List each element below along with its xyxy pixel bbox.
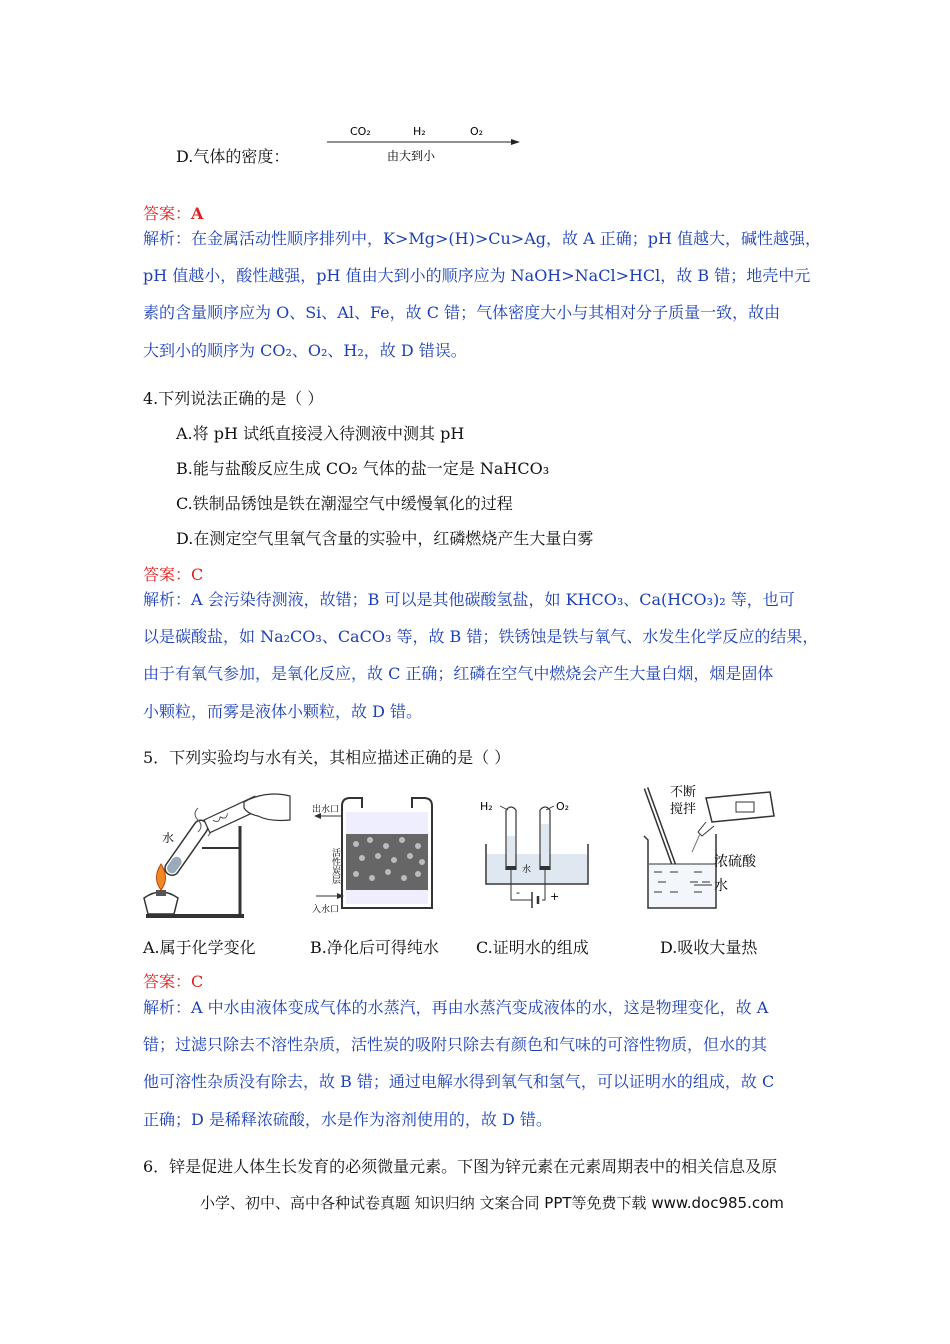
q3-analysis-line-3: 素的含量顺序应为 O、Si、Al、Fe，故 C 错；气体密度大小与其相对分子质量一致，故由 [143,303,781,322]
figure-d-stir-label-1: 不断 [670,785,697,800]
figure-b-inlet-label: 入水口 [312,905,340,915]
figure-c-water-label: 水 [522,865,532,875]
q5-caption-c: C.证明水的组成 [476,938,589,957]
q5-answer: 答案：C [143,972,204,991]
q5-caption-b: B.净化后可得纯水 [310,938,439,957]
q3-analysis-line-2: pH 值越小，酸性越强，pH 值由大到小的顺序应为 NaOH>NaCl>HCl，故 B 错；地壳中元 [143,266,811,285]
figure-c-o2-label: O₂ [556,800,570,813]
q4-option-c: C.铁制品锈蚀是铁在潮湿空气中缓慢氧化的过程 [176,494,513,513]
figure-b-outlet-label: 出水口 [312,805,340,815]
figure-d-stir-label-2: 搅拌 [670,802,697,817]
q5-analysis-line-1: 解析：A 中水由液体变成气体的水蒸汽，再由水蒸汽变成液体的水，这是物理变化，故 A [143,998,769,1017]
figure-d-acid-label: 浓硫酸 [714,854,756,870]
figure-b-purifier [312,796,440,916]
q4-option-b: B.能与盐酸反应生成 CO₂ 气体的盐一定是 NaHCO₃ [176,459,550,478]
diagram-item-o2: O₂ [470,125,484,138]
q5-caption-d: D.吸收大量热 [660,938,758,957]
q3-option-d-label: D.气体的密度： [176,147,290,166]
figure-d-dilution [636,782,786,916]
q3-answer: 答案：A [143,204,204,223]
figure-a-evaporation [140,786,292,922]
figure-a-water-label: 水 [162,831,175,845]
diagram-caption: 由大到小 [387,149,436,163]
figure-d-water-label: 水 [714,878,728,894]
page-footer: 小学、初中、高中各种试卷真题 知识归纳 文案合同 PPT等免费下载 www.doc985.com [200,1194,784,1212]
figure-c-h2-label: H₂ [480,800,493,813]
diagram-item-co2: CO₂ [350,125,371,138]
q6-stem: 6．锌是促进人体生长发育的必须微量元素。下图为锌元素在元素周期表中的相关信息及原 [143,1157,778,1176]
q5-analysis-line-2: 错；过滤只除去不溶性杂质，活性炭的吸附只除去有颜色和气味的可溶性物质，但水的其 [143,1035,768,1054]
density-order-diagram [325,120,525,168]
arrow-right-icon [511,139,520,145]
q4-analysis-line-1: 解析：A 会污染待测液，故错；B 可以是其他碳酸氢盐，如 KHCO₃、Ca(HCO₃)₂ 等，也可 [143,590,795,609]
figure-c-minus-label: - [516,886,520,899]
q4-analysis-line-4: 小颗粒，而雾是液体小颗粒，故 D 错。 [143,702,423,721]
q5-caption-a: A.属于化学变化 [143,938,256,957]
q4-analysis-line-3: 由于有氧气参加，是氧化反应，故 C 正确；红磷在空气中燃烧会产生大量白烟，烟是固体 [143,664,774,683]
figure-b-carbon-label: 活性炭层 [330,848,340,884]
figure-c-plus-label: + [550,890,560,903]
q4-analysis-line-2: 以是碳酸盐，如 Na₂CO₃、CaCO₃ 等，故 B 错；铁锈蚀是铁与氧气、水发生化学反应的结果， [143,627,819,646]
q3-analysis-line-1: 解析：在金属活动性顺序排列中，K>Mg>(H)>Cu>Ag，故 A 正确；pH 值越大，碱性越强， [143,229,821,248]
q4-stem: 4.下列说法正确的是（ ） [143,389,324,408]
q4-option-a: A.将 pH 试纸直接浸入待测液中测其 pH [176,424,465,443]
q5-stem: 5．下列实验均与水有关，其相应描述正确的是（ ） [143,748,511,767]
q4-option-d: D.在测定空气里氧气含量的实验中，红磷燃烧产生大量白雾 [176,529,594,548]
q4-answer: 答案：C [143,565,204,584]
q3-analysis-line-4: 大到小的顺序为 CO₂、O₂、H₂，故 D 错误。 [143,341,467,360]
diagram-item-h2: H₂ [413,125,426,138]
q5-analysis-line-4: 正确；D 是稀释浓硫酸，水是作为溶剂使用的，故 D 错。 [143,1110,552,1129]
figure-c-electrolysis [478,796,596,916]
q5-analysis-line-3: 他可溶性杂质没有除去，故 B 错；通过电解水得到氧气和氢气，可以证明水的组成，故 C [143,1072,775,1091]
